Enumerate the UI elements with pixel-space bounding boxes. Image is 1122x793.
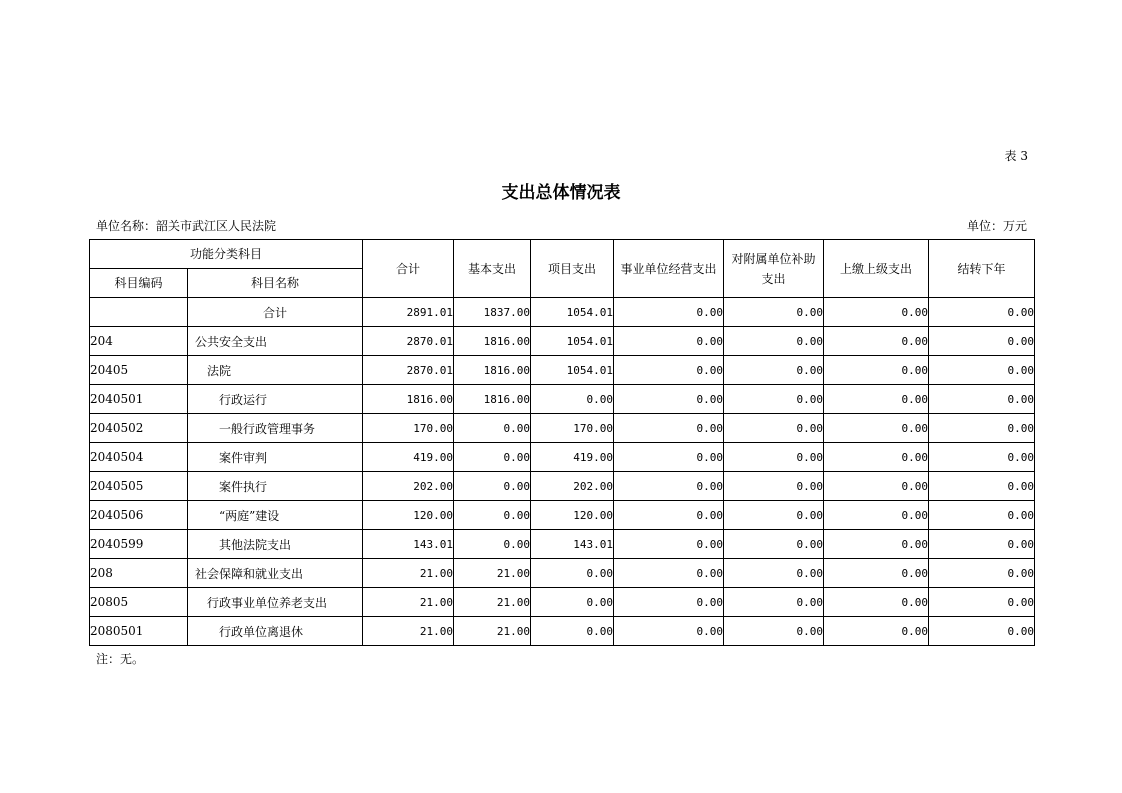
subsidy-amount-cell: 0.00 [724,443,824,472]
table-row [90,327,1035,356]
subject-code-cell: 20405 [90,356,188,385]
carry-amount-cell: 0.00 [929,327,1035,356]
operation-amount-cell: 0.00 [614,327,724,356]
project-amount-cell: 0.00 [531,559,614,588]
project-amount-cell: 0.00 [531,617,614,646]
basic-amount-cell: 21.00 [454,588,531,617]
upper-amount-cell: 0.00 [824,472,929,501]
basic-amount-cell: 0.00 [454,472,531,501]
upper-amount-cell: 0.00 [824,414,929,443]
header-project-expenditure: 项目支出 [531,240,614,298]
project-amount-cell: 202.00 [531,472,614,501]
upper-amount-cell: 0.00 [824,385,929,414]
table-number: 表 3 [1004,149,1028,163]
carry-amount-cell: 0.00 [929,414,1035,443]
subsidy-amount-cell: 0.00 [724,559,824,588]
upper-amount-cell: 0.00 [824,327,929,356]
basic-amount-cell: 21.00 [454,617,531,646]
table-header [90,240,1035,298]
table-row [90,385,1035,414]
table-row [90,588,1035,617]
subject-code-cell: 20805 [90,588,188,617]
basic-amount-cell: 0.00 [454,501,531,530]
total-amount-cell: 170.00 [363,414,454,443]
carry-amount-cell: 0.00 [929,356,1035,385]
upper-amount-cell: 0.00 [824,501,929,530]
subject-name-cell: 案件审判 [188,443,363,472]
total-amount-cell: 21.00 [363,617,454,646]
project-amount-cell: 120.00 [531,501,614,530]
subject-code-cell: 2040506 [90,501,188,530]
table-row [90,530,1035,559]
subject-code-cell: 204 [90,327,188,356]
subsidy-amount-cell: 0.00 [724,588,824,617]
operation-amount-cell: 0.00 [614,559,724,588]
subject-code-cell: 2040504 [90,443,188,472]
subject-name-cell: 公共安全支出 [188,327,363,356]
basic-amount-cell: 0.00 [454,530,531,559]
page-title: 支出总体情况表 [501,183,621,203]
carry-amount-cell: 0.00 [929,501,1035,530]
subject-code-cell [90,298,188,327]
subject-code-cell: 2040502 [90,414,188,443]
header-upper-payment: 上缴上级支出 [824,240,929,298]
carry-amount-cell: 0.00 [929,588,1035,617]
project-amount-cell: 1054.01 [531,298,614,327]
operation-amount-cell: 0.00 [614,356,724,385]
subject-name-cell: 行政单位离退休 [188,617,363,646]
basic-amount-cell: 1837.00 [454,298,531,327]
subject-name-cell: 社会保障和就业支出 [188,559,363,588]
subsidy-amount-cell: 0.00 [724,298,824,327]
project-amount-cell: 1054.01 [531,356,614,385]
subject-name-cell: 行政事业单位养老支出 [188,588,363,617]
subsidy-amount-cell: 0.00 [724,617,824,646]
subject-name-cell: 案件执行 [188,472,363,501]
total-amount-cell: 2870.01 [363,327,454,356]
operation-amount-cell: 0.00 [614,617,724,646]
table-row [90,472,1035,501]
operation-amount-cell: 0.00 [614,530,724,559]
table-body [90,298,1035,646]
subject-code-cell: 2040501 [90,385,188,414]
basic-amount-cell: 1816.00 [454,327,531,356]
project-amount-cell: 143.01 [531,530,614,559]
project-amount-cell: 0.00 [531,385,614,414]
header-total: 合计 [363,240,454,298]
total-amount-cell: 2891.01 [363,298,454,327]
subject-name-cell: “两庭”建设 [188,501,363,530]
operation-amount-cell: 0.00 [614,472,724,501]
total-amount-cell: 2870.01 [363,356,454,385]
subject-name-cell: 一般行政管理事务 [188,414,363,443]
total-amount-cell: 1816.00 [363,385,454,414]
subsidy-amount-cell: 0.00 [724,385,824,414]
unit-name-label: 单位名称：韶关市武江区人民法院 [96,219,277,233]
carry-amount-cell: 0.00 [929,617,1035,646]
subject-name-cell: 其他法院支出 [188,530,363,559]
subsidy-amount-cell: 0.00 [724,356,824,385]
subsidy-amount-cell: 0.00 [724,472,824,501]
basic-amount-cell: 21.00 [454,559,531,588]
subsidy-amount-cell: 0.00 [724,414,824,443]
upper-amount-cell: 0.00 [824,588,929,617]
upper-amount-cell: 0.00 [824,559,929,588]
footnote: 注：无。 [96,652,145,666]
project-amount-cell: 419.00 [531,443,614,472]
table-row [90,443,1035,472]
upper-amount-cell: 0.00 [824,298,929,327]
project-amount-cell: 170.00 [531,414,614,443]
subject-code-cell: 2080501 [90,617,188,646]
table-row [90,559,1035,588]
subject-code-cell: 2040505 [90,472,188,501]
subsidy-amount-cell: 0.00 [724,530,824,559]
operation-amount-cell: 0.00 [614,588,724,617]
subject-name-cell: 合计 [188,298,363,327]
operation-amount-cell: 0.00 [614,414,724,443]
operation-amount-cell: 0.00 [614,443,724,472]
subsidy-amount-cell: 0.00 [724,501,824,530]
total-amount-cell: 202.00 [363,472,454,501]
subject-code-cell: 208 [90,559,188,588]
operation-amount-cell: 0.00 [614,501,724,530]
header-subject-name: 科目名称 [188,269,363,298]
upper-amount-cell: 0.00 [824,356,929,385]
total-amount-cell: 143.01 [363,530,454,559]
project-amount-cell: 0.00 [531,588,614,617]
carry-amount-cell: 0.00 [929,385,1035,414]
operation-amount-cell: 0.00 [614,385,724,414]
table-row [90,298,1035,327]
table-row [90,617,1035,646]
header-subsidy-expenditure: 对附属单位补助支出 [724,240,824,298]
subject-name-cell: 行政运行 [188,385,363,414]
header-function-category: 功能分类科目 [90,240,363,269]
upper-amount-cell: 0.00 [824,530,929,559]
basic-amount-cell: 0.00 [454,443,531,472]
carry-amount-cell: 0.00 [929,559,1035,588]
subject-code-cell: 2040599 [90,530,188,559]
carry-amount-cell: 0.00 [929,443,1035,472]
header-operation-expenditure: 事业单位经营支出 [614,240,724,298]
expenditure-table [89,239,1035,646]
subsidy-amount-cell: 0.00 [724,327,824,356]
operation-amount-cell: 0.00 [614,298,724,327]
subject-name-cell: 法院 [188,356,363,385]
carry-amount-cell: 0.00 [929,298,1035,327]
project-amount-cell: 1054.01 [531,327,614,356]
carry-amount-cell: 0.00 [929,472,1035,501]
header-carry-forward: 结转下年 [929,240,1035,298]
total-amount-cell: 419.00 [363,443,454,472]
header-subject-code: 科目编码 [90,269,188,298]
carry-amount-cell: 0.00 [929,530,1035,559]
header-basic-expenditure: 基本支出 [454,240,531,298]
total-amount-cell: 21.00 [363,559,454,588]
table-row [90,501,1035,530]
basic-amount-cell: 0.00 [454,414,531,443]
basic-amount-cell: 1816.00 [454,385,531,414]
upper-amount-cell: 0.00 [824,617,929,646]
total-amount-cell: 120.00 [363,501,454,530]
table-row [90,356,1035,385]
currency-unit-label: 单位：万元 [966,219,1027,233]
basic-amount-cell: 1816.00 [454,356,531,385]
table-row [90,414,1035,443]
upper-amount-cell: 0.00 [824,443,929,472]
total-amount-cell: 21.00 [363,588,454,617]
